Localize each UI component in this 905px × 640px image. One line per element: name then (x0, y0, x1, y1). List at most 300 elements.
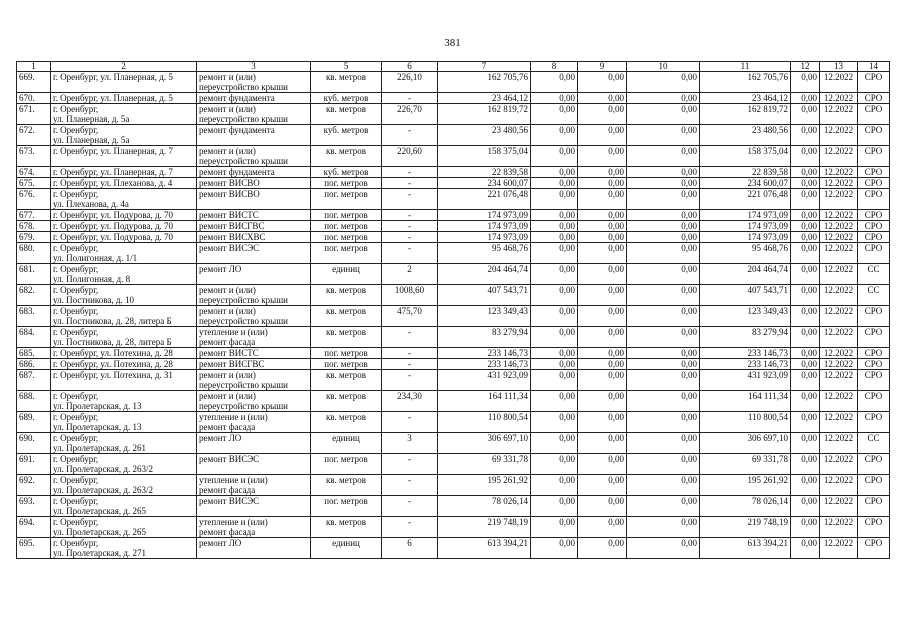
col8-cell (531, 93, 578, 104)
col11-cell-line: 164 111,34 (748, 391, 788, 401)
completion-date-cell (820, 72, 858, 93)
work-type-cell (197, 454, 311, 475)
work-type-cell-line: ремонт ЛО (199, 264, 242, 274)
col10-cell-line: 0,00 (681, 178, 697, 188)
col8-cell (531, 146, 578, 167)
work-type-cell-line: ремонт и (или) (199, 306, 256, 316)
row-number (17, 264, 51, 285)
col12-cell (791, 538, 820, 559)
work-type-cell (197, 475, 311, 496)
col10-cell-line: 0,00 (681, 517, 697, 527)
address-cell-line: г. Оренбург, (53, 475, 99, 485)
funding-method-cell (858, 125, 890, 146)
col12-cell-line: 0,00 (801, 475, 817, 485)
completion-date-cell-line: 12.2022 (823, 189, 854, 199)
row-number-line: 675. (19, 178, 35, 188)
quantity-cell (382, 306, 438, 327)
col12-cell-line: 0,00 (801, 348, 817, 358)
unit-cell (311, 232, 382, 243)
col10-cell (627, 370, 700, 391)
completion-date-cell (820, 93, 858, 104)
col11-cell (700, 167, 791, 178)
completion-date-cell-line: 12.2022 (823, 104, 854, 114)
quantity-cell (382, 167, 438, 178)
col12-cell-line: 0,00 (801, 264, 817, 274)
row-number-line: 688. (19, 391, 35, 401)
address-cell-line: г. Оренбург, (53, 496, 99, 506)
col12-cell-line: 0,00 (801, 538, 817, 548)
work-type-cell-line: ремонт и (или) (199, 370, 256, 380)
row-number-line: 670. (19, 93, 35, 103)
address-cell-line: г. Оренбург, ул. Потехина, д. 28 (53, 359, 173, 369)
col9-cell-line: 0,00 (608, 359, 624, 369)
col9-cell (578, 433, 627, 454)
address-cell (51, 178, 197, 189)
quantity-cell-line: - (408, 327, 411, 337)
funding-method-cell (858, 243, 890, 264)
funding-method-cell (858, 167, 890, 178)
completion-date-cell (820, 167, 858, 178)
unit-cell-line: пог. метров (324, 243, 368, 253)
total-cost-cell (438, 264, 531, 285)
col9-cell-line: 0,00 (608, 232, 624, 242)
address-cell-line: г. Оренбург, (53, 104, 99, 114)
col9-cell (578, 454, 627, 475)
column-header: 13 (820, 62, 858, 72)
col8-cell (531, 475, 578, 496)
work-type-cell-line: ремонт и (или) (199, 72, 256, 82)
row-number-line: 684. (19, 327, 35, 337)
funding-method-cell (858, 433, 890, 454)
work-type-cell-line: ремонт ВИСТС (199, 348, 259, 358)
quantity-cell (382, 327, 438, 348)
completion-date-cell-line: 12.2022 (823, 391, 854, 401)
col11-cell (700, 221, 791, 232)
col11-cell-line: 407 543,71 (747, 285, 788, 295)
quantity-cell-line: - (408, 359, 411, 369)
col12-cell (791, 517, 820, 538)
total-cost-cell-line: 234 600,07 (487, 178, 528, 188)
col11-cell (700, 72, 791, 93)
quantity-cell-line: - (408, 125, 411, 135)
total-cost-cell (438, 496, 531, 517)
funding-method-cell-line: СРО (864, 517, 883, 527)
completion-date-cell (820, 221, 858, 232)
col11-cell (700, 327, 791, 348)
row-number-line: 691. (19, 454, 35, 464)
work-type-cell-line: ремонт фасада (199, 485, 256, 495)
unit-cell (311, 189, 382, 210)
unit-cell-line: куб. метров (323, 93, 369, 103)
funding-method-cell (858, 189, 890, 210)
quantity-cell-line: - (408, 189, 411, 199)
row-number (17, 391, 51, 412)
address-cell (51, 210, 197, 221)
column-header: 2 (51, 62, 197, 72)
unit-cell (311, 221, 382, 232)
address-cell-line: ул. Пролетарская, д. 13 (53, 422, 142, 432)
col9-cell (578, 72, 627, 93)
completion-date-cell (820, 243, 858, 264)
quantity-cell-line: 3 (407, 433, 412, 443)
total-cost-cell (438, 433, 531, 454)
row-number-line: 690. (19, 433, 35, 443)
col9-cell (578, 210, 627, 221)
col9-cell-line: 0,00 (608, 93, 624, 103)
unit-cell-line: кв. метров (325, 412, 367, 422)
table-row (17, 370, 890, 391)
col9-cell (578, 221, 627, 232)
col12-cell (791, 243, 820, 264)
col12-cell-line: 0,00 (801, 370, 817, 380)
col9-cell-line: 0,00 (608, 178, 624, 188)
funding-method-cell-line: СРО (864, 210, 883, 220)
funding-method-cell-line: СРО (864, 125, 883, 135)
address-cell-line: ул. Полигонная, д. 1/1 (53, 253, 138, 263)
col10-cell (627, 167, 700, 178)
column-header: 9 (578, 62, 627, 72)
completion-date-cell (820, 125, 858, 146)
funding-method-cell-line: СРО (864, 232, 883, 242)
col11-cell-line: 23 480,56 (752, 125, 788, 135)
unit-cell (311, 475, 382, 496)
quantity-cell-line: 6 (407, 538, 412, 548)
col10-cell (627, 433, 700, 454)
total-cost-cell-line: 221 076,48 (487, 189, 528, 199)
total-cost-cell-line: 83 279,94 (492, 327, 528, 337)
col8-cell-line: 0,00 (559, 125, 575, 135)
total-cost-cell (438, 221, 531, 232)
col11-cell-line: 78 026,14 (752, 496, 788, 506)
unit-cell-line: пог. метров (324, 221, 368, 231)
col9-cell (578, 93, 627, 104)
work-type-cell (197, 370, 311, 391)
funding-method-cell-line: СС (867, 264, 880, 274)
work-type-cell-line: переустройство крыши (199, 82, 288, 92)
work-type-cell (197, 306, 311, 327)
work-type-cell-line: переустройство крыши (199, 295, 288, 305)
col12-cell-line: 0,00 (801, 285, 817, 295)
col10-cell-line: 0,00 (681, 125, 697, 135)
total-cost-cell (438, 359, 531, 370)
funding-method-cell-line: СРО (864, 538, 883, 548)
work-type-cell (197, 433, 311, 454)
row-number (17, 285, 51, 306)
address-cell-line: г. Оренбург, ул. Потехина, д. 28 (53, 348, 173, 358)
funding-method-cell (858, 285, 890, 306)
table-row (17, 146, 890, 167)
total-cost-cell (438, 167, 531, 178)
col10-cell (627, 221, 700, 232)
col8-cell-line: 0,00 (559, 221, 575, 231)
work-type-cell-line: ремонт ЛО (199, 433, 242, 443)
table-row (17, 391, 890, 412)
completion-date-cell (820, 348, 858, 359)
total-cost-cell (438, 391, 531, 412)
total-cost-cell-line: 174 973,09 (487, 210, 528, 220)
col8-cell (531, 264, 578, 285)
col10-cell-line: 0,00 (681, 210, 697, 220)
funding-method-cell-line: СРО (864, 306, 883, 316)
work-type-cell-line: утепление и (или) (199, 412, 268, 422)
table-row (17, 264, 890, 285)
table-row (17, 348, 890, 359)
work-type-cell-line: ремонт ЛО (199, 538, 242, 548)
unit-cell-line: пог. метров (324, 496, 368, 506)
address-cell-line: ул. Пролетарская, д. 13 (53, 401, 142, 411)
col8-cell-line: 0,00 (559, 243, 575, 253)
unit-cell-line: кв. метров (325, 517, 367, 527)
work-type-cell-line: ремонт и (или) (199, 285, 256, 295)
funding-method-cell-line: СРО (864, 327, 883, 337)
address-cell-line: г. Оренбург, (53, 125, 99, 135)
row-number-line: 677. (19, 210, 35, 220)
table-row (17, 104, 890, 125)
unit-cell-line: единиц (332, 264, 360, 274)
total-cost-cell (438, 348, 531, 359)
col10-cell-line: 0,00 (681, 496, 697, 506)
funding-method-cell-line: СРО (864, 178, 883, 188)
total-cost-cell (438, 454, 531, 475)
quantity-cell (382, 104, 438, 125)
funding-method-cell (858, 370, 890, 391)
address-cell-line: ул. Планерная, д. 5а (53, 114, 130, 124)
completion-date-cell (820, 104, 858, 125)
unit-cell (311, 496, 382, 517)
row-number (17, 72, 51, 93)
address-cell (51, 93, 197, 104)
col10-cell (627, 517, 700, 538)
completion-date-cell-line: 12.2022 (823, 146, 854, 156)
row-number (17, 178, 51, 189)
unit-cell (311, 72, 382, 93)
completion-date-cell-line: 12.2022 (823, 264, 854, 274)
col8-cell-line: 0,00 (559, 391, 575, 401)
address-cell (51, 264, 197, 285)
col10-cell (627, 243, 700, 264)
column-number-row (17, 62, 890, 72)
unit-cell (311, 104, 382, 125)
table-row (17, 232, 890, 243)
col10-cell (627, 232, 700, 243)
col9-cell-line: 0,00 (608, 348, 624, 358)
col9-cell (578, 348, 627, 359)
total-cost-cell-line: 23 464,12 (492, 93, 528, 103)
col8-cell (531, 306, 578, 327)
address-cell (51, 370, 197, 391)
unit-cell (311, 210, 382, 221)
funding-method-cell-line: СРО (864, 359, 883, 369)
col9-cell (578, 243, 627, 264)
col12-cell-line: 0,00 (801, 412, 817, 422)
col11-cell (700, 475, 791, 496)
col8-cell-line: 0,00 (559, 359, 575, 369)
col11-cell (700, 104, 791, 125)
col11-cell-line: 23 464,12 (752, 93, 788, 103)
col10-cell (627, 348, 700, 359)
address-cell-line: г. Оренбург, ул. Подурова, д. 70 (53, 210, 174, 220)
col8-cell (531, 243, 578, 264)
col8-cell (531, 454, 578, 475)
col12-cell (791, 189, 820, 210)
col9-cell-line: 0,00 (608, 517, 624, 527)
col8-cell-line: 0,00 (559, 104, 575, 114)
funding-method-cell (858, 221, 890, 232)
quantity-cell-line: - (408, 412, 411, 422)
funding-method-cell-line: СРО (864, 412, 883, 422)
completion-date-cell (820, 412, 858, 433)
col10-cell (627, 412, 700, 433)
row-number-line: 692. (19, 475, 35, 485)
completion-date-cell (820, 210, 858, 221)
total-cost-cell-line: 110 800,54 (487, 412, 528, 422)
col9-cell-line: 0,00 (608, 433, 624, 443)
col11-cell (700, 306, 791, 327)
col9-cell-line: 0,00 (608, 189, 624, 199)
total-cost-cell-line: 219 748,19 (487, 517, 528, 527)
col9-cell (578, 178, 627, 189)
col11-cell (700, 146, 791, 167)
col11-cell (700, 517, 791, 538)
table-row (17, 359, 890, 370)
address-cell-line: г. Оренбург, ул. Планерная, д. 7 (53, 167, 173, 177)
unit-cell (311, 167, 382, 178)
unit-cell (311, 146, 382, 167)
address-cell (51, 104, 197, 125)
work-type-cell (197, 538, 311, 559)
total-cost-cell (438, 327, 531, 348)
completion-date-cell-line: 12.2022 (823, 232, 854, 242)
total-cost-cell (438, 370, 531, 391)
col12-cell (791, 125, 820, 146)
col11-cell-line: 195 261,92 (747, 475, 788, 485)
col9-cell (578, 538, 627, 559)
address-cell-line: г. Оренбург, (53, 189, 99, 199)
row-number-line: 674. (19, 167, 35, 177)
col8-cell-line: 0,00 (559, 285, 575, 295)
work-type-cell (197, 210, 311, 221)
quantity-cell (382, 232, 438, 243)
col12-cell (791, 285, 820, 306)
col10-cell-line: 0,00 (681, 167, 697, 177)
table-row (17, 285, 890, 306)
col8-cell-line: 0,00 (559, 454, 575, 464)
address-cell-line: г. Оренбург, (53, 391, 99, 401)
col11-cell (700, 359, 791, 370)
col9-cell (578, 412, 627, 433)
row-number (17, 454, 51, 475)
col11-cell (700, 538, 791, 559)
row-number-line: 689. (19, 412, 35, 422)
col9-cell-line: 0,00 (608, 496, 624, 506)
col9-cell-line: 0,00 (608, 146, 624, 156)
work-type-cell-line: ремонт ВИСВО (199, 178, 260, 188)
total-cost-cell (438, 210, 531, 221)
col9-cell (578, 146, 627, 167)
completion-date-cell (820, 359, 858, 370)
completion-date-cell-line: 12.2022 (823, 370, 854, 380)
col10-cell (627, 538, 700, 559)
col10-cell (627, 496, 700, 517)
total-cost-cell-line: 123 349,43 (487, 306, 528, 316)
work-type-cell-line: ремонт ВИСЭС (199, 454, 260, 464)
unit-cell (311, 391, 382, 412)
col11-cell-line: 431 923,09 (747, 370, 788, 380)
work-type-cell-line: переустройство крыши (199, 380, 288, 390)
row-number-line: 673. (19, 146, 35, 156)
funding-method-cell-line: СРО (864, 454, 883, 464)
total-cost-cell-line: 174 973,09 (487, 232, 528, 242)
work-type-cell-line: ремонт ВИСХВС (199, 232, 266, 242)
col10-cell (627, 125, 700, 146)
total-cost-cell (438, 104, 531, 125)
address-cell-line: ул. Пролетарская, д. 265 (53, 527, 146, 537)
completion-date-cell-line: 12.2022 (823, 221, 854, 231)
address-cell-line: г. Оренбург, ул. Подурова, д. 70 (53, 232, 174, 242)
total-cost-cell (438, 306, 531, 327)
col11-cell (700, 454, 791, 475)
quantity-cell (382, 433, 438, 454)
work-type-cell-line: ремонт ВИСТС (199, 210, 259, 220)
row-number (17, 517, 51, 538)
col9-cell-line: 0,00 (608, 475, 624, 485)
completion-date-cell-line: 12.2022 (823, 285, 854, 295)
address-cell (51, 327, 197, 348)
completion-date-cell-line: 12.2022 (823, 178, 854, 188)
col10-cell (627, 178, 700, 189)
completion-date-cell-line: 12.2022 (823, 243, 854, 253)
completion-date-cell (820, 454, 858, 475)
unit-cell-line: куб. метров (323, 167, 369, 177)
funding-method-cell-line: СРО (864, 370, 883, 380)
total-cost-cell-line: 78 026,14 (492, 496, 528, 506)
funding-method-cell-line: СРО (864, 496, 883, 506)
col8-cell (531, 104, 578, 125)
total-cost-cell-line: 69 331,78 (492, 454, 528, 464)
col12-cell-line: 0,00 (801, 104, 817, 114)
work-type-cell-line: утепление и (или) (199, 327, 268, 337)
funding-method-cell (858, 146, 890, 167)
address-cell-line: ул. Пролетарская, д. 263/2 (53, 485, 153, 495)
row-number (17, 538, 51, 559)
col10-cell-line: 0,00 (681, 348, 697, 358)
table-row (17, 167, 890, 178)
completion-date-cell (820, 285, 858, 306)
col10-cell (627, 72, 700, 93)
work-type-cell-line: переустройство крыши (199, 401, 288, 411)
completion-date-cell-line: 12.2022 (823, 517, 854, 527)
col9-cell (578, 306, 627, 327)
row-number-line: 683. (19, 306, 35, 316)
col11-cell (700, 285, 791, 306)
unit-cell (311, 433, 382, 454)
col11-cell-line: 221 076,48 (747, 189, 788, 199)
address-cell-line: г. Оренбург, ул. Планерная, д. 7 (53, 146, 173, 156)
row-number (17, 221, 51, 232)
table-row (17, 243, 890, 264)
table-row (17, 210, 890, 221)
col12-cell-line: 0,00 (801, 125, 817, 135)
col12-cell (791, 391, 820, 412)
quantity-cell (382, 210, 438, 221)
table-row (17, 189, 890, 210)
col12-cell-line: 0,00 (801, 232, 817, 242)
address-cell-line: г. Оренбург, ул. Планерная, д. 5 (53, 93, 173, 103)
completion-date-cell-line: 12.2022 (823, 72, 854, 82)
col12-cell-line: 0,00 (801, 454, 817, 464)
work-type-cell (197, 327, 311, 348)
col12-cell-line: 0,00 (801, 72, 817, 82)
